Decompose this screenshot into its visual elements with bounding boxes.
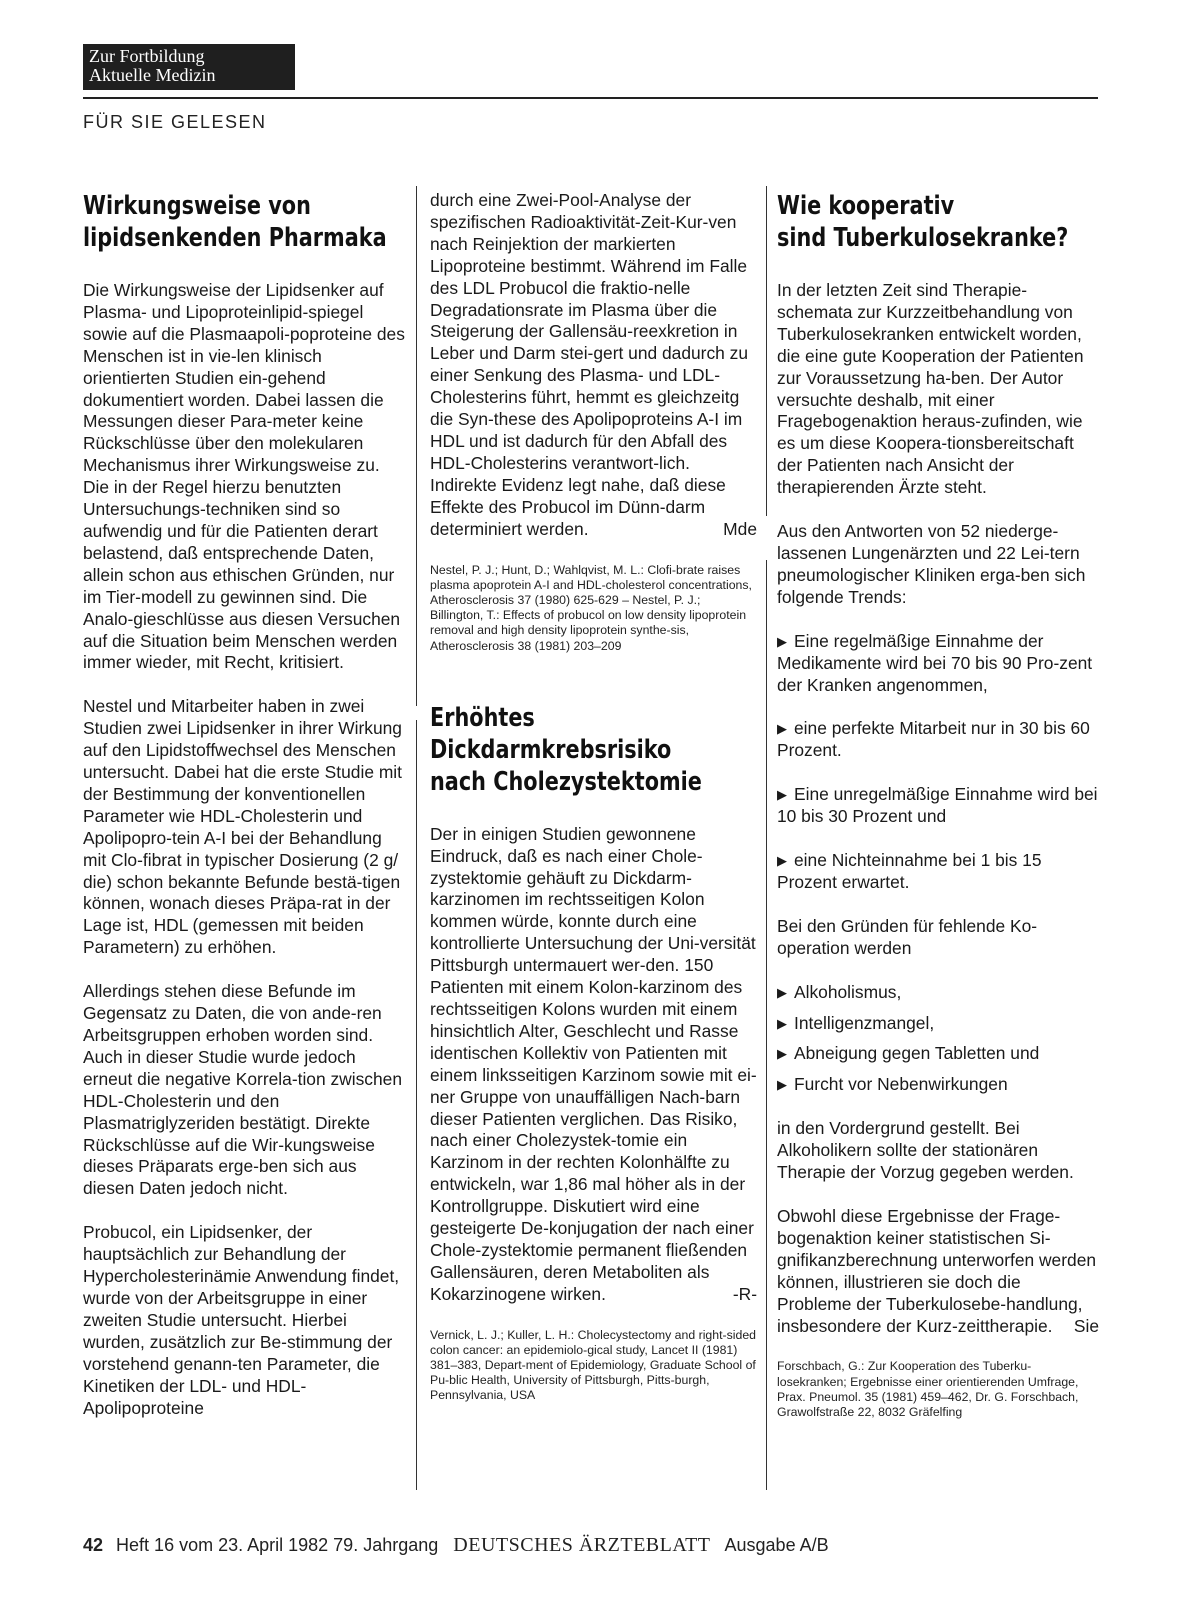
page-footer [83,1534,829,1557]
trend-text: Eine unregelmäßige Einnahme wird bei 10 bis 30 Prozent und [777,784,1098,827]
trend-item [777,718,1099,762]
column-1 [83,190,405,1441]
article-3-reasons-intro: Bei den Gründen für fehlende Ko-operation werden [777,915,1038,958]
bullet-triangle-icon: ▶ [777,984,787,1000]
article-3-signature: Sie [1073,1315,1099,1336]
article-2-title [430,702,757,798]
article-3-intro: In der letzten Zeit sind Therapie-schemata zur Kurzzeitbehandlung von Tuberkulosekranken entwickelt worden, die eine gute Kooperation der Patienten zur Voraussetzung ha-ben. Der Autor versuchte deshalb, mit einer Fragebogenaktion heraus-zufinden, wie es um diese Koopera-tionsbereitschaft der Patienten nach Ansicht der therapierenden Ärzte steht. [777,280,1084,498]
article-3-conclusion [777,1206,1099,1337]
column-divider [766,560,767,1490]
reason-text: Alkoholismus, [794,981,902,1002]
trend-item [777,631,1099,697]
article-3-reference: Forschbach, G.: Zur Kooperation des Tuberku-losekranken; Ergebnisse einer orientierenden Umfrage, Prax. Pneumol. 35 (1981) 459–462, Dr. G. Forschbach, Grawolfstraße 22, 8032 Gräfelfing [777,1359,1079,1420]
bullet-triangle-icon: ▶ [777,633,787,649]
trend-text: eine Nichteinnahme bei 1 bis 15 Prozent erwartet. [777,850,1042,892]
reason-item [777,1074,1099,1096]
article-1-paragraph: Nestel und Mitarbeiter haben in zwei Studien zwei Lipidsenker in ihrer Wirkung auf den Lipidstoffwechsel des Menschen untersucht. Dabei hat die erste Studie mit der Bestimmung der konventionellen Parameter wie HDL-Cholesterin und Apolipopro-tein A-I bei der Behandlung mit Clo-fibrat in typischer Dosierung (2 g/ die) schon bekannte Befunde bestä-tigen können, wonach dieses Präpa-rat in der Lage ist, HDL (gemessen mit beiden Parametern) zu erhöhen. [83,696,403,958]
column-3 [777,190,1099,1420]
trend-text: Eine regelmäßige Einnahme der Medikamente wird bei 70 bis 90 Pro-zent der Kranken angenommen, [777,630,1093,695]
article-1-reference: Nestel, P. J.; Hunt, D.; Wahlqvist, M. L.: Clofi-brate raises plasma apoprotein A-I and HDL-cholesterol concentrations, Atherosclerosis 37 (1980) 625-629 – Nestel, P. J.; Billington, T.: Effects of probucol on low density lipoprotein removal and high density lipoprotein synthe-sis, Atherosclerosis 38 (1981) 203–209 [430,562,752,653]
edition-info: Ausgabe A/B [724,1535,829,1555]
article-3-title [777,190,1099,254]
article-1-paragraph: Die Wirkungsweise der Lipidsenker auf Plasma- und Lipoproteinlipid-spiegel sowie auf die Plasmaapoli-poproteine des Menschen ist in vie-len klinisch orientierten Studien ein-gehend dokumentiert worden. Dabei lassen die Messungen dieser Para-meter keine Rückschlüsse über den molekularen Mechanismus ihrer Wirkungsweise zu. Die in der Regel hierzu benutzten Untersuchungs-techniken sind so aufwendig und für die Patienten derart belastend, daß entsprechende Daten, allein schon aus ethischen Gründen, nur im Tier-modell zu gewinnen sind. Die Analo-gieschlüsse aus diesen Versuchen auf die Situation beim Menschen werden immer wieder, mit Recht, kritisiert. [83,280,405,673]
article-1-signature: Mde [723,518,757,539]
section-title: FÜR SIE GELESEN [83,112,267,132]
column-divider [416,186,417,706]
reason-item [777,1013,1099,1035]
article-2-body [430,824,757,1306]
article-3-title-line-2: sind Tuberkulosekranke? [777,223,1069,253]
article-3-results-intro: Aus den Antworten von 52 niederge-lassenen Lungenärzten und 22 Lei-tern pneumologischer Kliniken erga-ben sich folgende Trends: [777,521,1086,607]
rubric-box [83,44,295,90]
column-divider [766,186,767,516]
article-3-reasons-outro: in den Vordergrund gestellt. Bei Alkoholikern sollte der stationären Therapie der Vorzug gegeben werden. [777,1118,1074,1183]
magazine-name: DEUTSCHES ÄRZTEBLATT [453,1534,711,1556]
reason-item [777,1043,1099,1065]
article-3-title-line-1: Wie kooperativ [777,191,955,221]
article-2-signature: -R- [732,1283,757,1304]
header-rule [83,97,1098,99]
reason-text: Furcht vor Nebenwirkungen [794,1074,1008,1095]
page-number: 42 [83,1535,104,1555]
bullet-triangle-icon: ▶ [777,787,787,803]
article-1-title-line-2: lipidsenkenden Pharmaka [83,223,387,253]
issue-info: Heft 16 vom 23. April 1982 79. Jahrgang [116,1535,439,1555]
column-divider [416,720,417,1490]
article-2-body-text: Der in einigen Studien gewonnene Eindruck, daß es nach einer Chole-zystektomie gehäuft zu Dickdarm-karzinomen im rechtsseitigen Kolon kommen würde, konnte durch eine kontrollierte Untersuchung der Uni-versität Pittsburgh untermauert wer-den. 150 Patienten mit einem Kolon-karzinom des rechtsseitigen Kolons wurden mit einem hinsichtlich Alter, Geschlecht und Rasse identischen Kollektiv von Patienten mit einem linksseitigen Karzinom sowie mit ei-ner Gruppe von unauffälligen Nach-barn dieser Patienten verglichen. Das Risiko, nach einer Cholezystek-tomie ein Karzinom in der rechten Kolonhälfte zu entwickeln, war 1,86 mal höher als in der Kontrollgruppe. Diskutiert wird eine gesteigerte De-konjugation der nach einer Chole-zystektomie permanent fließenden Gallensäuren, deren Metaboliten als Kokarzinogene wirken. [430,823,757,1304]
reason-item [777,982,1099,1004]
article-2-reference: Vernick, L. J.; Kuller, L. H.: Cholecystectomy and right-sided colon cancer: an epidemiolo-gical study, Lancet II (1981) 381–383, Depart-ment of Epidemiology, Graduate School of Pu-blic Health, University of Pittsburgh, Pitts-burgh, Pennsylvania, USA [430,1327,757,1403]
trend-item [777,850,1099,894]
reason-text: Intelligenzmangel, [794,1012,935,1033]
article-1-title-line-1: Wirkungsweise von [83,191,311,221]
article-2-title-line-3: nach Cholezystektomie [430,766,702,797]
reason-text: Abneigung gegen Tabletten und [794,1043,1040,1064]
article-2-title-line-2: Dickdarmkrebsrisiko [430,734,672,765]
column-2 [430,190,757,1404]
article-1-paragraph: Probucol, ein Lipidsenker, der hauptsächlich zur Behandlung der Hypercholesterinämie Anwendung findet, wurde von der Arbeitsgruppe in einer zweiten Studie untersucht. Hierbei wurden, zusätzlich zur Be-stimmung der vorstehend genann-ten Parameter, die Kinetiken der LDL- und HDL-Apolipoproteine [83,1222,400,1418]
bullet-triangle-icon: ▶ [777,721,787,737]
rubric-line-1: Zur Fortbildung [89,46,205,66]
article-1-continuation [430,190,757,541]
article-3-conclusion-text: Obwohl diese Ergebnisse der Frage-bogenaktion keiner statistischen Si-gnifikanzberechnung unterworfen werden können, illustrieren sie doch die Probleme der Tuberkulosebe-handlung, insbesondere der Kurz-zeittherapie. [777,1206,1097,1336]
article-2-title-line-1: Erhöhtes [430,702,535,733]
bullet-triangle-icon: ▶ [777,1046,787,1062]
article-1-paragraph: Allerdings stehen diese Befunde im Gegensatz zu Daten, die von ande-ren Arbeitsgruppen erhoben worden sind. Auch in dieser Studie wurde jedoch erneut die negative Korrela-tion zwischen HDL-Cholesterin und den Plasmatriglyzeriden bestätigt. Direkte Rückschlüsse auf die Wir-kungsweise dieses Präparats erge-ben sich aus diesen Daten jedoch nicht. [83,981,403,1199]
bullet-triangle-icon: ▶ [777,1015,787,1031]
article-1-continuation-text: durch eine Zwei-Pool-Analyse der spezifischen Radioaktivität-Zeit-Kur-ven nach Reinjektion der markierten Lipoproteine bestimmt. Während im Falle des LDL Probucol die fraktio-nelle Degradationsrate im Plasma über die Steigerung der Gallensäu-reexkretion in Leber und Darm stei-gert und dadurch zu einer Senkung des Plasma- und LDL-Cholesterins führt, hemmt es gleichzeitg die Syn-these des Apolipoproteins A-I im HDL und ist dadurch für den Abfall des HDL-Cholesterins verantwort-lich. Indirekte Evidenz legt nahe, daß diese Effekte des Probucol im Dünn-darm determiniert werden. [430,190,749,539]
rubric-line-2: Aktuelle Medizin [89,65,216,85]
bullet-triangle-icon: ▶ [777,853,787,869]
article-1-title [83,190,405,254]
bullet-triangle-icon: ▶ [777,1077,787,1093]
trend-text: eine perfekte Mitarbeit nur in 30 bis 60 Prozent. [777,718,1090,761]
trend-item [777,784,1099,828]
